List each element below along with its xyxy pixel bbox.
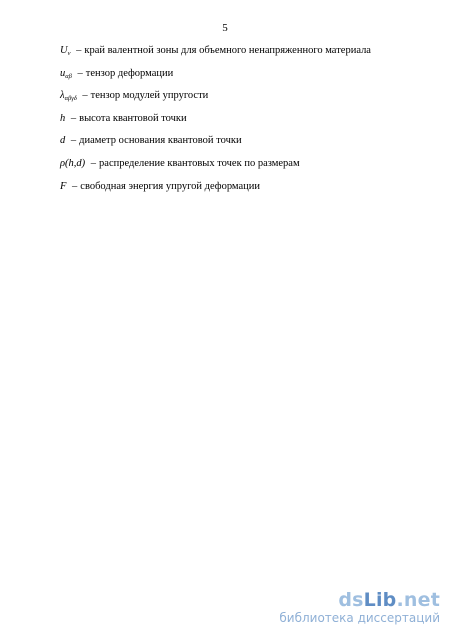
notation-strain-tensor — [60, 63, 420, 86]
notation-description: диаметр основания квантовой точки — [79, 135, 242, 147]
notation-separator: – — [82, 90, 88, 102]
notation-symbol: $u_{\alpha\beta}$ — [60, 67, 72, 80]
notation-dot-height — [60, 108, 420, 131]
notation-symbol: $U_v$ — [60, 45, 71, 57]
notation-symbol: h — [60, 112, 66, 124]
dslib-logo[interactable]: dsLib.net — [338, 589, 440, 611]
notation-elastic-moduli-tensor — [60, 85, 420, 108]
notation-description: тензор деформации — [85, 67, 174, 79]
notation-free-energy — [60, 176, 420, 199]
notation-separator: – — [72, 180, 78, 192]
notation-description: высота квантовой точки — [79, 112, 187, 124]
notation-description: тензор модулей упругости — [90, 90, 209, 102]
notation-separator: – — [77, 67, 83, 79]
notation-separator: – — [70, 135, 77, 147]
notation-description: распределение квантовых точек по размерам — [99, 157, 300, 169]
notation-separator: – — [70, 112, 77, 124]
notation-symbol: $\lambda_{\alpha\beta\gamma\delta}$ — [60, 90, 77, 103]
dslib-tagline: библиотека диссертаций — [279, 611, 440, 625]
notation-symbol: F — [60, 180, 67, 192]
notation-description: свободная энергия упругой деформации — [80, 180, 261, 192]
notation-separator: – — [90, 157, 97, 169]
notation-separator: – — [76, 45, 82, 56]
notation-symbol: d — [60, 135, 66, 147]
notation-description: край валентной зоны для объемного ненапряженного материала — [84, 45, 371, 56]
dslib-watermark[interactable] — [279, 590, 440, 625]
notation-list — [60, 40, 420, 198]
notation-valence-band-edge — [60, 40, 420, 63]
page-number: 5 — [222, 22, 228, 34]
notation-dot-diameter — [60, 130, 420, 153]
notation-symbol: ρ(h,d) — [60, 157, 86, 169]
notation-size-distribution — [60, 153, 420, 176]
